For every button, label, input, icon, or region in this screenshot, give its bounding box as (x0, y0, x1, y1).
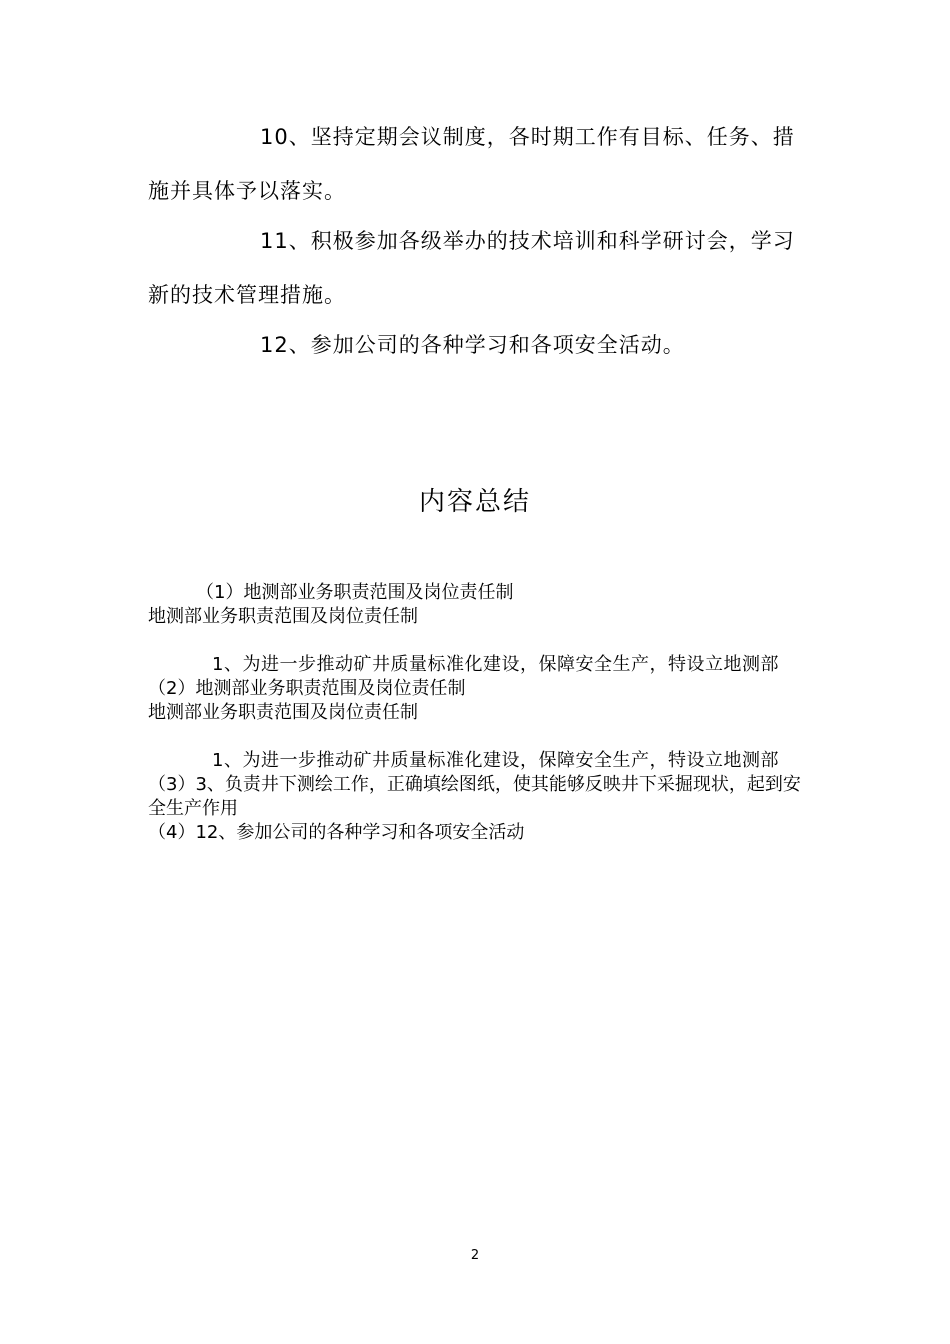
paragraph-item-10: 10、坚持定期会议制度，各时期工作有目标、任务、措施并具体予以落实。 (148, 125, 795, 203)
summary-section (148, 581, 813, 845)
summary-entry-4: （4）12、参加公司的各种学习和各项安全活动 (148, 822, 525, 843)
summary-entry-2-point: 1、为进一步推动矿井质量标准化建设，保障安全生产，特设立地测部 (212, 750, 779, 771)
summary-entry-1-heading: （1）地测部业务职责范围及岗位责任制 (196, 582, 514, 603)
spacer (148, 629, 813, 653)
summary-title: 内容总结 (418, 487, 531, 517)
summary-entry-2-heading: （2）地测部业务职责范围及岗位责任制 (148, 678, 466, 699)
paragraph-item-11: 11、积极参加各级举办的技术培训和科学研讨会，学习新的技术管理措施。 (148, 229, 795, 307)
summary-entry-2-subtitle: 地测部业务职责范围及岗位责任制 (148, 702, 418, 723)
summary-entry-1-point: 1、为进一步推动矿井质量标准化建设，保障安全生产，特设立地测部 (212, 654, 779, 675)
summary-entry-3: （3）3、负责井下测绘工作，正确填绘图纸，使其能够反映井下采掘现状，起到安全生产作用 (148, 774, 801, 819)
paragraph-item-12: 12、参加公司的各种学习和各项安全活动。 (260, 333, 685, 357)
summary-entry-1-subtitle: 地测部业务职责范围及岗位责任制 (148, 606, 418, 627)
page-number: 2 (470, 1248, 480, 1263)
spacer (148, 725, 813, 749)
